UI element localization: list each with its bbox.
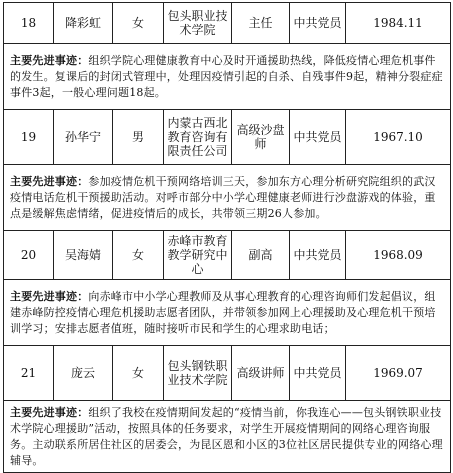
job-title: 高级沙盘师 xyxy=(232,110,290,165)
person-name: 吴海婧 xyxy=(54,231,113,280)
gender: 女 xyxy=(113,346,164,401)
party-affiliation: 中共党员 xyxy=(290,110,346,165)
honor-roster-sheet xyxy=(3,2,450,467)
birth-date: 1967.10 xyxy=(346,110,451,165)
row-number: 20 xyxy=(4,231,54,280)
deeds-label: 主要先进事迹： xyxy=(10,175,89,188)
table-row xyxy=(4,3,451,44)
gender: 女 xyxy=(113,3,164,44)
gender: 女 xyxy=(113,231,164,280)
deeds-text: 参加疫情危机干预网络培训三天，参加东方心理分析研究院组织的武汉疫情电话危机干预援助活动。对呼市部分中小学心理健康老师进行沙盘游戏的体验，重点是缓解焦虑情绪，促进疫情后的成长，共带领三期26人参加。 xyxy=(10,175,436,220)
table-row xyxy=(4,110,451,165)
row-number: 18 xyxy=(4,3,54,44)
birth-date: 1969.07 xyxy=(346,346,451,401)
deeds-cell xyxy=(4,280,451,346)
job-title: 副高 xyxy=(232,231,290,280)
deeds-row xyxy=(4,44,451,110)
row-number: 19 xyxy=(4,110,54,165)
party-affiliation: 中共党员 xyxy=(290,231,346,280)
birth-date: 1968.09 xyxy=(346,231,451,280)
table-row xyxy=(4,231,451,280)
table-row xyxy=(4,346,451,401)
party-affiliation: 中共党员 xyxy=(290,3,346,44)
work-unit: 内蒙古西北教育咨询有限责任公司 xyxy=(164,110,232,165)
job-title: 主任 xyxy=(232,3,290,44)
deeds-text: 组织学院心理健康教育中心及时开通援助热线，降低疫情心理危机事件的发生。复课后的封闭式管理中，处理因疫情引起的自杀、自残事件9起，精神分裂症症事件3起，一般心理问题18起。 xyxy=(10,54,443,99)
person-name: 庞云 xyxy=(54,346,113,401)
deeds-text: 组织了我校在疫情期间发起的“疫情当前，你我连心——包头钢铁职业技术学院心理援助”活动，按照具体的任务要求，对学生开展疫情期间的网络心理咨询服务。主动联系所居住社区的居委会，为昆区恩和小区的3位社区居民提供专业的网络心理辅导。 xyxy=(10,406,443,467)
person-name: 降彩虹 xyxy=(54,3,113,44)
deeds-label: 主要先进事迹： xyxy=(10,406,89,419)
deeds-cell xyxy=(4,401,451,473)
work-unit: 包头钢铁职业技术学院 xyxy=(164,346,232,401)
work-unit: 赤峰市教育教学研究中心 xyxy=(164,231,232,280)
work-unit: 包头职业技术学院 xyxy=(164,3,232,44)
deeds-row xyxy=(4,401,451,473)
row-number: 21 xyxy=(4,346,54,401)
roster-table xyxy=(3,2,451,473)
party-affiliation: 中共党员 xyxy=(290,346,346,401)
gender: 男 xyxy=(113,110,164,165)
deeds-cell xyxy=(4,44,451,110)
job-title: 高级讲师 xyxy=(232,346,290,401)
deeds-cell xyxy=(4,165,451,231)
deeds-row xyxy=(4,165,451,231)
birth-date: 1984.11 xyxy=(346,3,451,44)
person-name: 孙华宁 xyxy=(54,110,113,165)
deeds-text: 向赤峰市中小学心理教师及从事心理教育的心理咨询师们发起倡议，组建赤峰防控疫情心理危机援助志愿者团队，并带领参加网上心理援助及心理危机干预培训学习；安排志愿者值班，随时接听市民和学生的心理求助电话； xyxy=(10,290,436,335)
deeds-label: 主要先进事迹： xyxy=(10,290,89,303)
deeds-row xyxy=(4,280,451,346)
deeds-label: 主要先进事迹： xyxy=(10,54,89,67)
